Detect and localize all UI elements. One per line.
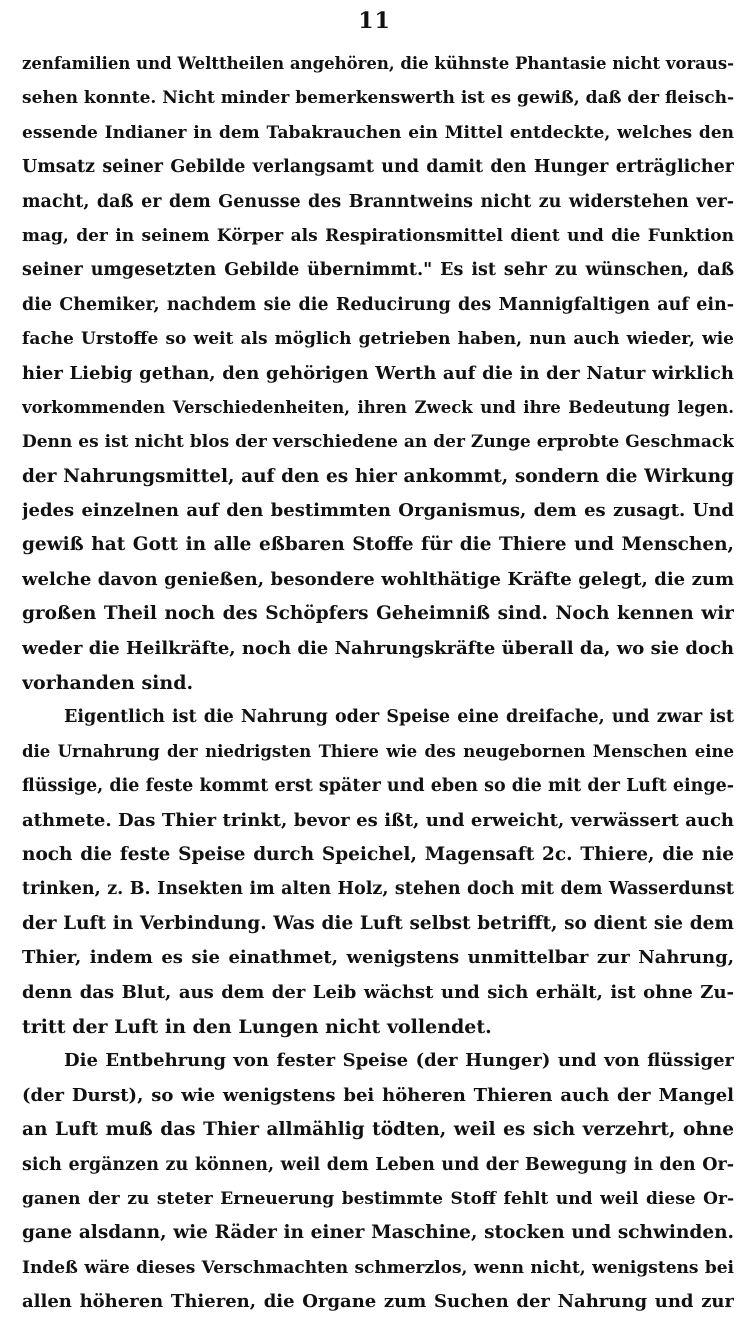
text-line: der Luft in Verbindung. Was die Luft selbst betrifft, so dient sie dem (22, 912, 734, 934)
text-line: tritt der Luft in den Lungen nicht vollendet. (22, 1015, 492, 1038)
text-line: flüssige, die feste kommt erst später und eben so die mit der Luft einge- (22, 776, 734, 797)
text-line: fache Urstoffe so weit als möglich getrieben haben, nun auch wieder, wie (22, 329, 734, 350)
text-line: essende Indianer in dem Tabakrauchen ein Mittel entdeckte, welches den (22, 122, 734, 143)
text-line: Die Entbehrung von fester Speise (der Hunger) und von flüssiger (64, 1050, 734, 1072)
body-text (22, 47, 734, 1319)
text-line: ganen der zu steter Erneuerung bestimmte Stoff fehlt und weil diese Or- (22, 1188, 734, 1209)
text-line: hier Liebig gethan, den gehörigen Werth auf die in der Natur wirklich (22, 362, 734, 384)
text-line: gane alsdann, wie Räder in einer Maschine, stocken und schwinden. (22, 1222, 734, 1244)
text-line: denn das Blut, aus dem der Leib wächst und sich erhält, ist ohne Zu- (22, 981, 734, 1003)
text-line: die Chemiker, nachdem sie die Reducirung des Mannigfaltigen auf ein- (22, 294, 734, 315)
text-line: macht, daß er dem Genusse des Branntweins nicht zu widerstehen ver- (22, 191, 734, 212)
text-line: Umsatz seiner Gebilde verlangsamt und damit den Hunger erträglicher (22, 157, 734, 178)
text-line: Eigentlich ist die Nahrung oder Speise eine dreifache, und zwar ist (64, 707, 734, 728)
text-line: die Urnahrung der niedrigsten Thiere wie des neugebornen Menschen eine (22, 741, 734, 761)
text-line: noch die feste Speise durch Speichel, Magensaft 2c. Thiere, die nie (22, 843, 734, 865)
text-line: vorkommenden Verschiedenheiten, ihren Zweck und ihre Bedeutung legen. (22, 397, 734, 417)
paragraph (22, 1044, 734, 1319)
text-line: Thier, indem es sie einathmet, wenigstens unmittelbar zur Nahrung, (22, 947, 734, 969)
text-line: Denn es ist nicht blos der verschiedene an der Zunge erprobte Geschmack (22, 432, 734, 453)
text-line: allen höheren Thieren, die Organe zum Suchen der Nahrung und zur (22, 1291, 734, 1313)
text-line: athmete. Das Thier trinkt, bevor es ißt, und erweicht, verwässert auch (22, 809, 734, 831)
text-line: mag, der in seinem Körper als Respirationsmittel dient und die Funktion (22, 225, 734, 246)
text-line: großen Theil noch des Schöpfers Geheimniß sind. Noch kennen wir (22, 603, 734, 625)
text-line: jedes einzelnen auf den bestimmten Organismus, dem es zusagt. Und (22, 500, 734, 522)
text-line: der Nahrungsmittel, auf den es hier ankommt, sondern die Wirkung (22, 465, 734, 487)
page-number: 11 (358, 8, 391, 34)
paragraph (22, 700, 734, 1044)
text-line: weder die Heilkräfte, noch die Nahrungskräfte überall da, wo sie doch (22, 637, 734, 659)
text-line: zenfamilien und Welttheilen angehören, die kühnste Phantasie nicht voraus- (22, 54, 734, 73)
text-line: trinken, z. B. Insekten im alten Holz, stehen doch mit dem Wasserdunst (22, 879, 734, 900)
text-line: gewiß hat Gott in alle eßbaren Stoffe für die Thiere und Menschen, (22, 534, 734, 556)
text-line: vorhanden sind. (22, 672, 194, 695)
text-line: sehen konnte. Nicht minder bemerkenswerth ist es gewiß, daß der fleisch- (22, 88, 734, 109)
text-line: Indeß wäre dieses Verschmachten schmerzlos, wenn nicht, wenigstens bei (22, 1257, 734, 1278)
paragraph (22, 47, 734, 700)
text-line: seiner umgesetzten Gebilde übernimmt." Es ist sehr zu wünschen, daß (22, 260, 734, 281)
text-line: (der Durst), so wie wenigstens bei höheren Thieren auch der Mangel (22, 1084, 734, 1106)
text-line: an Luft muß das Thier allmählig tödten, weil es sich verzehrt, ohne (22, 1119, 734, 1141)
text-line: sich ergänzen zu können, weil dem Leben und der Bewegung in den Or- (22, 1154, 734, 1175)
text-line: welche davon genießen, besondere wohlthätige Kräfte gelegt, die zum (22, 568, 734, 590)
